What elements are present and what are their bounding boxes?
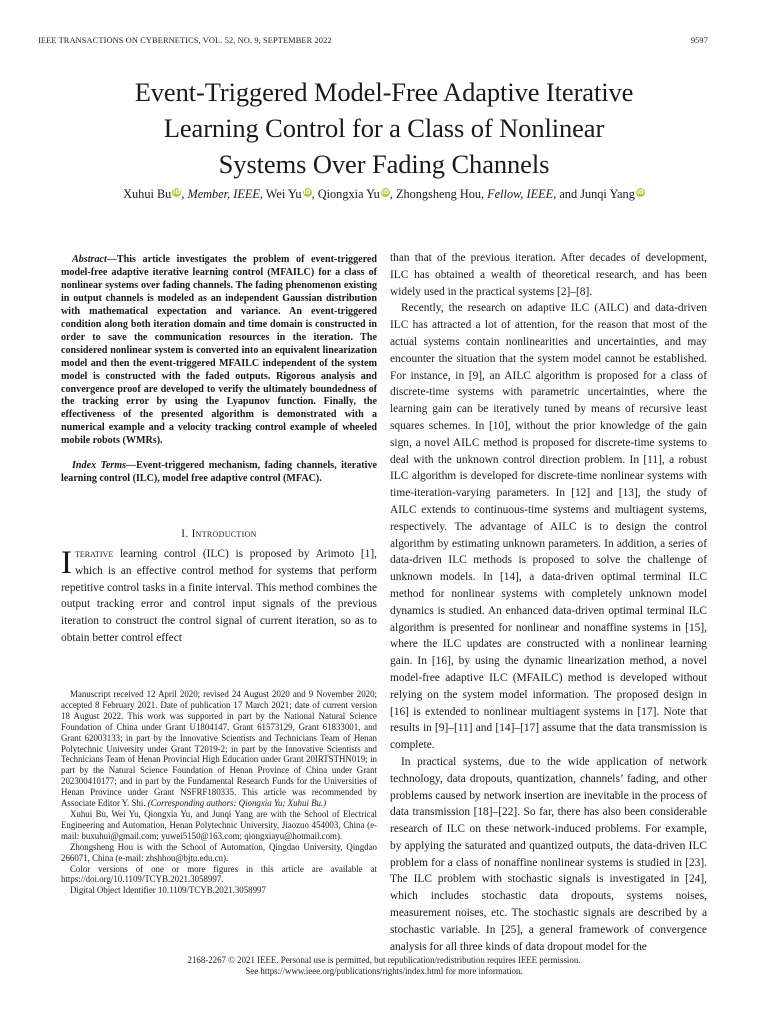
author-name: Junqi Yang	[580, 187, 635, 201]
drop-cap: I	[61, 545, 72, 582]
footnote-doi: Digital Object Identifier 10.1109/TCYB.2021.3058997	[70, 885, 266, 896]
title-line: Event-Triggered Model-Free Adaptive Iterative	[134, 77, 634, 107]
author-name: Zhongsheng Hou	[395, 187, 481, 201]
corresponding-authors: (Corresponding authors: Qiongxia Yu; Xuhui Bu.)	[147, 798, 327, 809]
abstract-dash: —	[106, 254, 117, 265]
first-page-footnotes	[61, 689, 377, 896]
abstract-text: This article investigates the problem of event-triggered model-free adaptive iterative learning control (MFAILC) for a class of nonlinear systems over fading channels. The fading phenomenon existing in output channels is modeled as an independent Gaussian distribution with mathematical expectation and variance. An event-triggered condition along both iteration domain and time domain is constructed in order to save the communication resources in the iteration. The considered nonlinear system is converted into an equivalent linearization model and then the event-triggered MFAILC independent of the system model is constructed with the faded outputs. Rigorous analysis and convergence proof are developed to verify the ultimately boundedness of the tracking error by using the Lyapunov function. Finally, the effectiveness of the presented algorithm is demonstrated with a numerical example and a velocity tracking control example of wheeled mobile robots (WMRs).	[61, 254, 377, 447]
footnote-affiliation: Xuhui Bu, Wei Yu, Qiongxia Yu, and Junqi Yang are with the School of Electrical Engineering and Automation, Henan Polytechnic University, Jiaozuo 454003, China (e-mail: buxuhui@gmail.com; yuwei5150@163.com; qiongxiayu@hotmail.com).	[61, 808, 377, 841]
intro-paragraph	[61, 546, 377, 646]
author-name: Qiongxia Yu	[317, 187, 380, 201]
author-list: Xuhui Bu iD, Member, IEEE, Wei Yu iD, Qiongxia Yu iD, Zhongsheng Hou, Fellow, IEEE, and Junqi Yang iD	[123, 187, 644, 201]
running-header	[38, 36, 708, 50]
title-line: Systems Over Fading Channels	[218, 149, 550, 179]
page-number: 9597	[690, 36, 708, 45]
footnote-funding	[61, 689, 377, 809]
section-heading	[61, 528, 377, 540]
author-conjunction: and	[559, 187, 578, 201]
author-membership: Member, IEEE	[187, 187, 260, 201]
intro-text: learning control (ILC) is proposed by Arimoto [1], which is an effective control method for systems that perform repetitive control tasks in a finite interval. This method combines the output tracking error and control input signals of the previous iteration to construct the control signal of current iteration, so as to obtain better control effect	[61, 548, 377, 644]
abstract-label: Abstract	[72, 254, 107, 265]
author-name: Wei Yu	[265, 187, 302, 201]
orcid-icon[interactable]: iD	[636, 189, 644, 196]
footnote-funding-text: Manuscript received 12 April 2020; revised 24 August 2020 and 9 November 2020; accepted 8 February 2021. Date of publication 17 March 2021; date of current version 18 August 2022. This work was supported in part by the National Natural Science Foundation of China under Grant U1804147, Grant 61573129, Grant 61833001, and Grant 62003133; in part by the Innovative Scientists and Technicians Team of Henan Polytechnic University under Grant T2019-2; in part by the Innovative Scientists and Technicians Team of Henan Provincial High Education under Grant 20IRTSTHN019; in part by the Natural Science Foundation of Henan Province of China under Grant 202300410177; and in part by the Fundamental Research Funds for the Universities of Henan Province under Grant NSFRF180335. This article was recommended by Associate Editor Y. Shi.	[61, 689, 377, 809]
right-column	[390, 250, 707, 955]
body-paragraph: In practical systems, due to the wide application of network technology, data dropouts, quantization, channels’ fading, and other problems caused by network insertion are inevitable in the process of data transmission [18]–[22]. So far, there has also been considerable research of ILC on these network-induced problems. For example, by applying the saturated and quantized outputs, the data-driven ILC problem for a class of nonaffine nonlinear systems is studied in [23]. The ILC problem with stochastic signals is investigated in [24], which includes stochastic data dropouts, systems noises, measurement noises, etc. The stochastic signals are described by a stochastic variable. In [25], a general framework of convergence analysis for all three kinds of data dropout model for the	[390, 755, 707, 953]
index-terms-label: Index Terms	[72, 460, 127, 472]
orcid-icon[interactable]: iD	[173, 189, 181, 196]
intro-first-word: terative	[75, 548, 114, 561]
index-terms	[61, 460, 377, 486]
copyright-line: See https://www.ieee.org/publications/rights/index.html for more information.	[245, 966, 523, 976]
body-paragraph: Recently, the research on adaptive ILC (AILC) and data-driven ILC has attracted a lot of attention, for the reason that most of the actual systems contain nonlinearities and uncertainties, and may encounter the situation that the system model cannot be established. For instance, in [9], an AILC algorithm is proposed for a class of discrete-time systems with parametric uncertainties, where the learning gain can be iteratively tuned by means of recursive least squares schemes. In [10], without the prior knowledge of the gain sign, a novel AILC method is proposed for discrete-time systems to deal with the unknown control direction problem. In [11], a robust ILC algorithm is developed for discrete-time nonlinear systems with time-iteration-varying parameters. In [12] and [13], the study of AILC extends to continuous-time systems and multiagent systems, respectively. The advantage of AILC is to design the control algorithm by estimating unknown parameters. In addition, a series of data-driven ILC methods is proposed to solve the challenge of unknown models. In [14], a data-driven optimal terminal ILC method for nonlinear systems with completely unknown model dynamics is studied. An enhanced data-driven optimal terminal ILC algorithm is presented for nonlinear and nonaffine systems in [15], where the ILC updates are constructed with a nonlinear learning gain. In [16], by using the dynamic linearization method, a novel model-free adaptive ILC (MFAILC) method is developed without relying on the system model information. The proposed design in [16] is extended to nonlinear multiagent systems in [17]. Note that results in [9]–[11] and [14]–[17] assume that the data transmission is complete.	[390, 302, 707, 752]
orcid-icon[interactable]: iD	[303, 189, 311, 196]
index-terms-dash: —	[126, 460, 137, 472]
index-terms-text: Event-triggered mechanism, fading channels, iterative learning control (ILC), model free adaptive control (MFAC).	[61, 460, 377, 485]
footnote-affiliation: Zhongsheng Hou is with the School of Automation, Qingdao University, Qingdao 266071, China (e-mail: zhshhou@bjtu.edu.cn).	[61, 841, 377, 863]
section-number: I.	[181, 528, 189, 541]
section-title: Introduction	[191, 528, 257, 541]
body-paragraph: than that of the previous iteration. After decades of development, ILC has obtained a wealth of theoretical research, and has been widely used in the practical systems [2]–[8].	[390, 252, 707, 298]
left-column	[61, 254, 377, 646]
author-membership: Fellow, IEEE	[487, 187, 554, 201]
title-line: Learning Control for a Class of Nonlinear	[163, 113, 605, 143]
footnote-color-versions: Color versions of one or more figures in this article are available at https://doi.org/10.1109/TCYB.2021.3058997.	[61, 863, 377, 885]
orcid-icon[interactable]: iD	[381, 189, 389, 196]
paper-title	[40, 74, 728, 182]
copyright-line: 2168-2267 © 2021 IEEE. Personal use is permitted, but republication/redistribution requires IEEE permission.	[187, 955, 581, 965]
author-name: Xuhui Bu	[123, 187, 172, 201]
journal-citation: IEEE TRANSACTIONS ON CYBERNETICS, VOL. 52, NO. 9, SEPTEMBER 2022	[38, 36, 332, 45]
abstract	[61, 254, 377, 448]
copyright-notice	[0, 955, 768, 977]
